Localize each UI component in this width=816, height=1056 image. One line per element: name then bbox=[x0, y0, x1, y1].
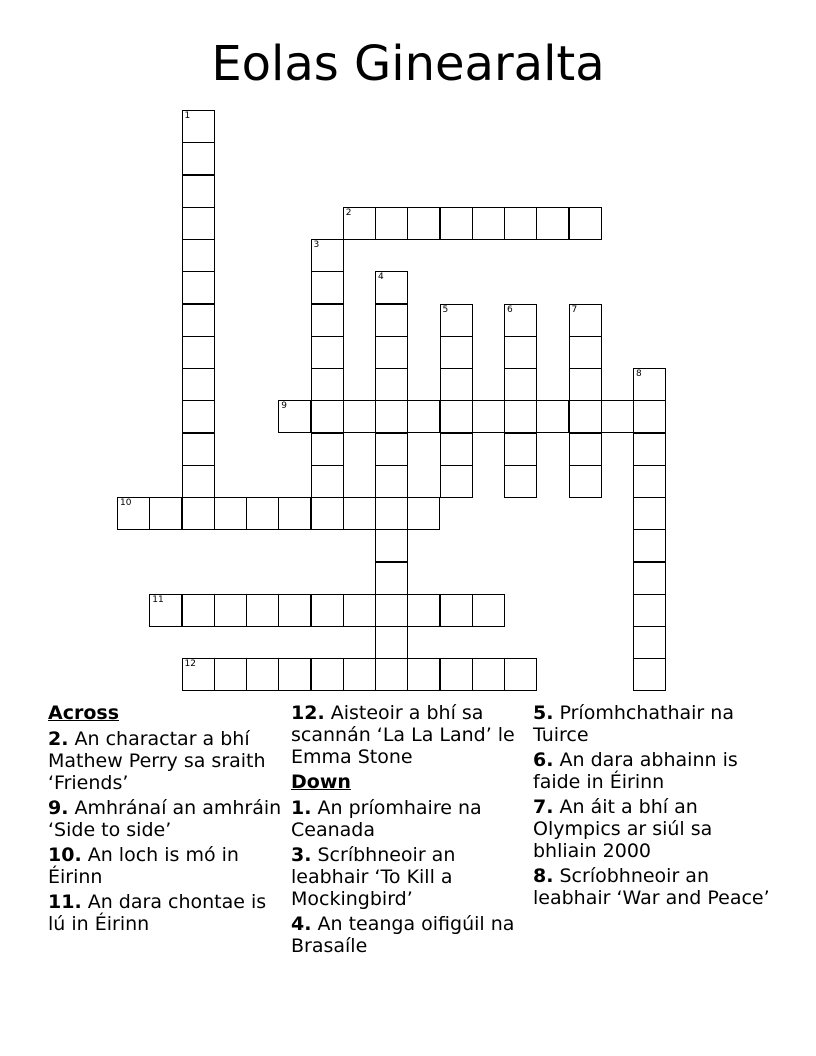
grid-cell[interactable] bbox=[278, 594, 311, 627]
grid-cell[interactable] bbox=[311, 271, 344, 304]
clue-number: 8. bbox=[533, 865, 554, 887]
grid-cell[interactable] bbox=[440, 368, 473, 401]
grid-cell[interactable] bbox=[375, 562, 408, 595]
grid-cell[interactable] bbox=[633, 465, 666, 498]
grid-cell[interactable] bbox=[343, 658, 376, 691]
grid-cell[interactable] bbox=[375, 658, 408, 691]
grid-cell[interactable] bbox=[214, 594, 247, 627]
clue-number: 7. bbox=[533, 796, 554, 818]
grid-cell[interactable] bbox=[375, 529, 408, 562]
grid-cell[interactable] bbox=[504, 658, 537, 691]
clue-text: Scríobhneoir an leabhair ‘War and Peace’ bbox=[533, 865, 770, 909]
clue-across-9 bbox=[48, 797, 283, 841]
clue-number: 10. bbox=[48, 844, 82, 866]
clue-text: An teanga oifigúil na Brasaíle bbox=[291, 913, 515, 957]
clue-across-10 bbox=[48, 844, 283, 888]
down-heading: Down bbox=[291, 771, 351, 793]
clues-column-1 bbox=[48, 702, 283, 938]
grid-cell[interactable] bbox=[569, 400, 602, 433]
grid-cell[interactable] bbox=[440, 336, 473, 369]
grid-cell[interactable] bbox=[440, 400, 473, 433]
grid-cell[interactable] bbox=[182, 271, 215, 304]
grid-cell[interactable] bbox=[182, 207, 215, 240]
grid-cell[interactable] bbox=[182, 465, 215, 498]
clue-down-8 bbox=[533, 865, 773, 909]
grid-cell[interactable] bbox=[407, 594, 440, 627]
grid-cell[interactable] bbox=[375, 207, 408, 240]
grid-cell[interactable] bbox=[375, 336, 408, 369]
cell-number: 3 bbox=[313, 240, 320, 250]
grid-cell[interactable] bbox=[182, 658, 215, 691]
grid-cell[interactable] bbox=[633, 368, 666, 401]
grid-cell[interactable] bbox=[149, 497, 182, 530]
clue-text: An dara chontae is lú in Éirinn bbox=[48, 891, 267, 935]
grid-cell[interactable] bbox=[440, 658, 473, 691]
grid-cell[interactable] bbox=[182, 142, 215, 175]
grid-cell[interactable] bbox=[601, 400, 634, 433]
grid-cell[interactable] bbox=[311, 368, 344, 401]
clue-down-4 bbox=[291, 913, 531, 957]
grid-cell[interactable] bbox=[440, 207, 473, 240]
grid-cell[interactable] bbox=[375, 626, 408, 659]
grid-cell[interactable] bbox=[311, 400, 344, 433]
cell-number: 10 bbox=[120, 498, 132, 508]
clue-number: 9. bbox=[48, 797, 69, 819]
clue-down-3 bbox=[291, 844, 531, 910]
grid-cell[interactable] bbox=[569, 304, 602, 337]
cell-number: 9 bbox=[281, 401, 287, 412]
grid-cell[interactable] bbox=[375, 400, 408, 433]
clue-text: An loch is mó in Éirinn bbox=[48, 844, 239, 888]
grid-cell[interactable] bbox=[633, 658, 666, 691]
grid-cell[interactable] bbox=[536, 207, 569, 240]
grid-cell[interactable] bbox=[311, 658, 344, 691]
grid-cell[interactable] bbox=[311, 497, 344, 530]
grid-cell[interactable] bbox=[472, 594, 505, 627]
clue-down-7 bbox=[533, 796, 773, 862]
cell-number: 5 bbox=[442, 304, 449, 315]
grid-cell[interactable] bbox=[569, 336, 602, 369]
clues-column-3 bbox=[533, 702, 773, 912]
grid-cell[interactable] bbox=[472, 207, 505, 240]
clue-number: 1. bbox=[291, 797, 312, 819]
clue-text: Aisteoir a bhí sa scannán ‘La La Land’ le Emma Stone bbox=[291, 702, 515, 768]
grid-cell[interactable] bbox=[472, 400, 505, 433]
grid-cell[interactable] bbox=[311, 594, 344, 627]
grid-cell[interactable] bbox=[182, 110, 215, 143]
grid-cell[interactable] bbox=[407, 497, 440, 530]
grid-cell[interactable] bbox=[633, 562, 666, 595]
cell-number: 12 bbox=[184, 659, 196, 670]
grid-cell[interactable] bbox=[182, 336, 215, 369]
grid-cell[interactable] bbox=[311, 433, 344, 466]
grid-cell[interactable] bbox=[569, 433, 602, 466]
grid-cell[interactable] bbox=[246, 658, 279, 691]
clue-number: 3. bbox=[291, 844, 312, 866]
grid-cell[interactable] bbox=[182, 400, 215, 433]
grid-cell[interactable] bbox=[504, 304, 537, 337]
clue-text: Amhránaí an amhráin ‘Side to side’ bbox=[48, 797, 282, 841]
grid-cell[interactable] bbox=[569, 465, 602, 498]
puzzle-title: Eolas Ginearalta bbox=[211, 36, 605, 92]
grid-cell[interactable] bbox=[504, 433, 537, 466]
cell-number: 8 bbox=[636, 369, 642, 379]
grid-cell[interactable] bbox=[633, 433, 666, 466]
grid-cell[interactable] bbox=[246, 497, 279, 530]
grid-cell[interactable] bbox=[407, 207, 440, 240]
grid-cell[interactable] bbox=[375, 271, 408, 304]
grid-cell[interactable] bbox=[182, 594, 215, 627]
grid-cell[interactable] bbox=[440, 433, 473, 466]
clue-down-1 bbox=[291, 797, 531, 841]
clue-number: 4. bbox=[291, 913, 312, 935]
grid-cell[interactable] bbox=[246, 594, 279, 627]
grid-cell[interactable] bbox=[375, 304, 408, 337]
grid-cell[interactable] bbox=[569, 368, 602, 401]
grid-cell[interactable] bbox=[504, 207, 537, 240]
clue-number: 12. bbox=[291, 702, 325, 724]
cell-number: 7 bbox=[571, 304, 578, 315]
grid-cell[interactable] bbox=[278, 658, 311, 691]
grid-cell[interactable] bbox=[214, 658, 247, 691]
grid-cell[interactable] bbox=[149, 594, 182, 627]
cell-number: 4 bbox=[378, 272, 384, 283]
clue-number: 2. bbox=[48, 728, 69, 750]
grid-cell[interactable] bbox=[633, 497, 666, 530]
grid-cell[interactable] bbox=[343, 207, 376, 240]
clue-number: 6. bbox=[533, 749, 554, 771]
clue-across-11 bbox=[48, 891, 283, 935]
clue-text: An áit a bhí an Olympics ar siúl sa bhliain 2000 bbox=[533, 796, 713, 862]
clue-text: An charactar a bhí Mathew Perry sa sraith ‘Friends’ bbox=[48, 728, 266, 794]
grid-cell[interactable] bbox=[536, 400, 569, 433]
grid-cell[interactable] bbox=[504, 336, 537, 369]
clue-text: Scríbhneoir an leabhair ‘To Kill a Mockingbird’ bbox=[291, 844, 456, 910]
grid-cell[interactable] bbox=[375, 433, 408, 466]
grid-cell[interactable] bbox=[343, 497, 376, 530]
grid-cell[interactable] bbox=[440, 594, 473, 627]
clue-text: An príomhaire na Ceanada bbox=[291, 797, 482, 841]
grid-cell[interactable] bbox=[182, 304, 215, 337]
grid-cell[interactable] bbox=[633, 594, 666, 627]
grid-cell[interactable] bbox=[343, 400, 376, 433]
grid-cell[interactable] bbox=[375, 368, 408, 401]
cell-number: 1 bbox=[184, 111, 191, 121]
grid-cell[interactable] bbox=[182, 497, 215, 530]
clue-number: 5. bbox=[533, 702, 554, 724]
clue-text: An dara abhainn is faide in Éirinn bbox=[533, 749, 738, 793]
grid-cell[interactable] bbox=[182, 368, 215, 401]
grid-cell[interactable] bbox=[182, 175, 215, 208]
grid-cell[interactable] bbox=[633, 529, 666, 562]
clue-down-5 bbox=[533, 702, 773, 746]
grid-cell[interactable] bbox=[182, 239, 215, 272]
cell-number: 6 bbox=[507, 304, 513, 315]
grid-cell[interactable] bbox=[504, 368, 537, 401]
grid-cell[interactable] bbox=[375, 497, 408, 530]
grid-cell[interactable] bbox=[117, 497, 150, 530]
grid-cell[interactable] bbox=[311, 336, 344, 369]
clue-across-12 bbox=[291, 702, 531, 768]
grid-cell[interactable] bbox=[214, 497, 247, 530]
grid-cell[interactable] bbox=[504, 400, 537, 433]
grid-cell[interactable] bbox=[182, 433, 215, 466]
grid-cell[interactable] bbox=[440, 304, 473, 337]
grid-cell[interactable] bbox=[407, 658, 440, 691]
cell-number: 2 bbox=[345, 207, 352, 218]
grid-cell[interactable] bbox=[633, 400, 666, 433]
grid-cell[interactable] bbox=[633, 626, 666, 659]
across-heading: Across bbox=[48, 702, 120, 724]
grid-cell[interactable] bbox=[440, 465, 473, 498]
cell-number: 11 bbox=[152, 594, 164, 605]
grid-cell[interactable] bbox=[278, 400, 311, 433]
grid-cell[interactable] bbox=[311, 465, 344, 498]
grid-cell[interactable] bbox=[375, 465, 408, 498]
clues-column-2 bbox=[291, 702, 531, 960]
clue-number: 11. bbox=[48, 891, 82, 913]
grid-cell[interactable] bbox=[278, 497, 311, 530]
clue-across-2 bbox=[48, 728, 283, 794]
grid-cell[interactable] bbox=[504, 465, 537, 498]
grid-cell[interactable] bbox=[311, 239, 344, 272]
grid-cell[interactable] bbox=[311, 304, 344, 337]
grid-cell[interactable] bbox=[472, 658, 505, 691]
grid-cell[interactable] bbox=[407, 400, 440, 433]
grid-cell[interactable] bbox=[343, 594, 376, 627]
grid-cell[interactable] bbox=[569, 207, 602, 240]
clue-down-6 bbox=[533, 749, 773, 793]
grid-cell[interactable] bbox=[375, 594, 408, 627]
clue-text: Príomhchathair na Tuirce bbox=[533, 702, 734, 746]
